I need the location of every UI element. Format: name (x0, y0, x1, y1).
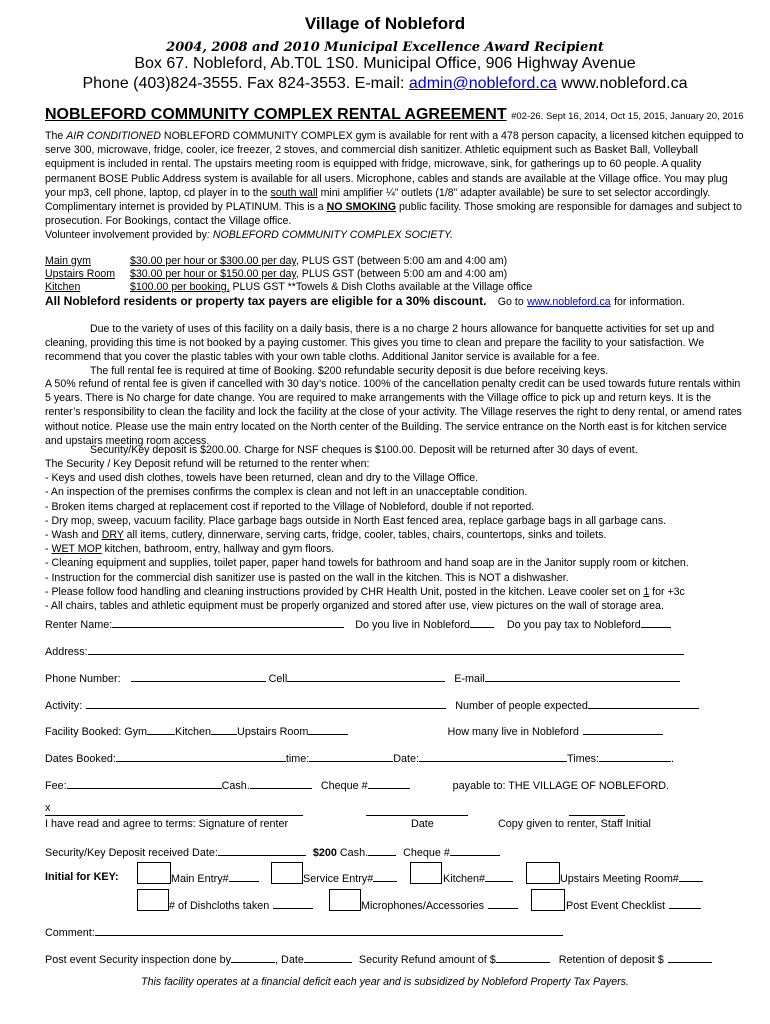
facility-row: Facility Booked: Gym Kitchen Upstairs Room How many live in Nobleford (45, 724, 663, 738)
website-text: www.nobleford.ca (561, 75, 688, 92)
dates-row: Dates Booked: time: Date: Times: . (45, 753, 675, 765)
agreement-title: NOBLEFORD COMMUNITY COMPLEX RENTAL AGREEMENT (45, 106, 507, 123)
post-event-label: Post Event Checklist (566, 898, 701, 912)
date-field[interactable] (419, 751, 567, 762)
kitchen-key-label: Kitchen# (443, 871, 513, 885)
list-item: - Dry mop, sweep, vacuum facility. Place garbage bags outside in North East fenced area, replace garbage bags in all garbage cans. (45, 514, 667, 527)
email-link[interactable]: admin@nobleford.ca (408, 75, 557, 92)
activity-field[interactable] (86, 698, 446, 709)
rate-row: Kitchen $100.00 per booking, PLUS GST **Towels & Dish Cloths available at the Village office (45, 281, 533, 293)
renter-name-field[interactable] (112, 617, 344, 628)
address-row: Address: (45, 644, 684, 658)
signature-line[interactable] (45, 815, 303, 816)
gym-field[interactable] (147, 724, 175, 735)
refund-paragraph: A 50% refund of rental fee is given if cancelled with 30 day’s notice. 100% of the cancellation penalty credit can be used towards future rentals within 5 years. There is No charge for date change. You are required to make arrangements with the Village office to pick up and return keys. It is the renter’s responsibility to clean the facility and lock the facility at the close of your activity. The Village reserves the right to deny rental, or amend rates without notice. Please use the main entry located on the North center of the Building. The service entrance on the North east is for kitchen service and upstairs meeting room access. (45, 378, 742, 447)
email-field[interactable] (485, 671, 680, 682)
fee-row: Fee: Cash. Cheque # payable to: THE VILLAGE OF NOBLEFORD. (45, 780, 670, 792)
deposit-date-field[interactable] (218, 845, 306, 856)
main-entry-label: Main Entry# (171, 871, 259, 885)
upstairs-key-box[interactable] (526, 862, 560, 884)
list-item: - Cleaning equipment and supplies, toilet paper, paper hand towels for bathroom and hand soap are in the Janitor supply room or kitchen. (45, 557, 689, 570)
signature-date-label: Date (411, 818, 434, 830)
live-in-field[interactable] (470, 617, 494, 628)
retention-field[interactable] (668, 952, 712, 963)
kitchen-key-box[interactable] (410, 862, 442, 884)
comment-row: Comment: (45, 925, 563, 939)
inspection-date-field[interactable] (304, 952, 352, 963)
activity-row: Activity: Number of people expected (45, 698, 699, 712)
kitchen-key-field[interactable] (485, 871, 513, 882)
award-subtitle: 2004, 2008 and 2010 Municipal Excellence Award Recipient (166, 40, 604, 55)
cell-field[interactable] (287, 671, 445, 682)
service-entry-field[interactable] (373, 871, 397, 882)
village-title: Village of Nobleford (304, 14, 466, 33)
renter-name-row: Renter Name: Do you live in Nobleford Do you pay tax to Nobleford (45, 617, 671, 631)
list-item: - WET MOP kitchen, bathroom, entry, hallway and gym floors. (45, 543, 335, 556)
dates-booked-field[interactable] (116, 751, 286, 762)
post-event-box[interactable] (531, 889, 565, 911)
copy-label: Copy given to renter, Staff Initial (498, 818, 651, 830)
deposit-cash-field[interactable] (368, 845, 396, 856)
dishcloths-label: # of Dishcloths taken (169, 898, 313, 912)
discount-line: All Nobleford residents or property tax payers are eligible for a 30% discount. Go to www.nobleford.ca for information. (45, 294, 685, 308)
cash-field[interactable] (250, 778, 312, 789)
agreement-title-row (45, 106, 744, 124)
refund-amount-field[interactable] (496, 952, 550, 963)
list-item: - Please follow food handling and cleaning instructions provided by CHR Health Unit, posted in the kitchen. Leave cooler set on 1 for +3c (45, 585, 685, 598)
how-many-field[interactable] (583, 724, 663, 735)
allowance-paragraph: Due to the variety of uses of this facility on a daily basis, there is a no charge 2 hours allowance for banquette activities for set up and cleaning, providing this time is not booked by a paying customer. This gives you time to clean and prepare the facility to your satisfaction. We recommend that you cover the plastic tables with your own table cloths. Additional Janitor service is available for a fee. (45, 323, 715, 364)
list-item: - Broken items charged at replacement cost if reported to the Village of Nobleford, double if not reported. (45, 500, 535, 513)
staff-initial-line[interactable] (569, 815, 625, 816)
signature-date-line[interactable] (366, 815, 468, 816)
list-item: - An inspection of the premises confirms the complex is clean and not left in an unacceptable condition. (45, 486, 528, 499)
rate-row: Main gym $30.00 per hour or $300.00 per day, PLUS GST (between 5:00 am and 4:00 am) (45, 255, 508, 267)
footer-note: This facility operates at a financial deficit each year and is subsidized by Nobleford Property Tax Payers. (141, 976, 629, 988)
post-event-field[interactable] (669, 898, 701, 909)
initial-key-label: Initial for KEY: (45, 871, 119, 883)
comment-field[interactable] (95, 925, 563, 936)
rates-table (45, 255, 532, 294)
upstairs-key-label: Upstairs Meeting Room# (560, 871, 703, 885)
list-item: - Wash and DRY all items, cutlery, dinnerware, serving carts, fridge, cooler, tables, chairs, countertops, sinks and toilets. (45, 529, 607, 542)
microphones-label: Microphones/Accessories (361, 898, 518, 912)
deposit-paragraph: Security/Key deposit is $200.00. Charge for NSF cheques is $100.00. Deposit will be returned after 30 days of event. (90, 444, 638, 456)
upstairs-key-field[interactable] (679, 871, 703, 882)
service-entry-label: Service Entry# (303, 871, 397, 885)
cheque-field[interactable] (368, 778, 410, 789)
service-entry-box[interactable] (271, 862, 303, 884)
website-link[interactable]: www.nobleford.ca (527, 296, 611, 308)
intro-paragraph: The AIR CONDITIONED NOBLEFORD COMMUNITY COMPLEX gym is available for rent with a 478 person capacity, a licensed kitchen equipped to serve 300, microwave, fridge, cooler, ice freezer, 2 stoves, and commercial dish sanitizer. Athletic equipment such as Basket Ball, Volleyball equipment is included in rental. The upstairs meeting room is equipped with fridge, microwave, sink, for gatherings up to 60 people. A quality permanent BOSE Public Address system is available for all users. Microphone, cables and stands are available at the Village office. You may plug your mp3, cell phone, laptop, cd player in to the south wall mini amplifier ¼” outlets (1/8” adapter available) be sure to set selector accordingly. Complimentary internet is provided by PLATINUM. This is a NO SMOKING public facility. Those smoking are responsible for damages and subject to prosecution. For Bookings, contact the Village office. Volunteer involvement provided by: NOBLEFORD COMMUNITY COMPLEX SOCIETY. (45, 130, 744, 242)
pay-tax-field[interactable] (641, 617, 671, 628)
dishcloths-field[interactable] (273, 898, 313, 909)
deposit-received-row: Security/Key Deposit received Date: $200 Cash. Cheque # (45, 845, 500, 859)
rate-row: Upstairs Room $30.00 per hour or $150.00 per day, PLUS GST (between 5:00 am and 4:00 am) (45, 268, 508, 280)
list-item: - Instruction for the commercial dish sanitizer use is pasted on the wall in the kitchen. This is NOT a dishwasher. (45, 571, 569, 584)
signature-x: x (45, 802, 51, 814)
phone-fax: Phone (403)824-3555. Fax 824-3553. E-mail: (82, 75, 405, 92)
fee-paragraph: The full rental fee is required at time of Booking. $200 refundable security deposit is due before receiving keys. (90, 365, 609, 377)
main-entry-box[interactable] (137, 862, 171, 884)
refund-conditions: The Security / Key Deposit refund will be returned to the renter when: - Keys and used dish clothes, towels have been returned, clean and dry to the Village Office. - An inspection of the premises confirms the complex is clean and not left in an unacceptable condition. - Broken items charged at replacement cost if reported to the Village of Nobleford, double if not reported. - Dry mop, sweep, vacuum facility. Place garbage bags outside in North East fenced area, replace garbage bags in all garbage cans. - Wash and DRY all items, cutlery, dinnerware, serving carts, fridge, cooler, tables, chairs, countertops, sinks and toilets. - WET MOP kitchen, bathroom, entry, hallway and gym floors. - Cleaning equipment and supplies, toilet paper, paper hand towels for bathroom and hand soap are in the Janitor supply room or kitchen. - Instruction for the commercial dish sanitizer use is pasted on the wall in the kitchen. This is NOT a dishwasher. - Please follow food handling and cleaning instructions provided by CHR Health Unit, posted in the kitchen. Leave cooler set on 1 for +3c - All chairs, tables and athletic equipment must be properly organized and stored after use, view pictures on the wall of storage area. (45, 457, 745, 613)
agreement-dates: #02-26. Sept 16, 2014, Oct 15, 2015, January 20, 2016 (511, 111, 744, 122)
agree-label: I have read and agree to terms: Signature of renter (45, 818, 289, 830)
inspection-row: Post event Security inspection done by , Date Security Refund amount of $ Retention of deposit $ (45, 952, 712, 966)
contact-line (0, 75, 770, 93)
phone-field[interactable] (131, 671, 266, 682)
num-people-field[interactable] (588, 698, 699, 709)
dishcloths-box[interactable] (137, 889, 169, 911)
address-field[interactable] (88, 644, 684, 655)
times-field[interactable] (599, 751, 671, 762)
upstairs-field[interactable] (308, 724, 348, 735)
microphones-field[interactable] (488, 898, 518, 909)
inspection-by-field[interactable] (231, 952, 275, 963)
microphones-box[interactable] (329, 889, 361, 911)
deposit-cheque-field[interactable] (450, 845, 500, 856)
phone-row: Phone Number: Cell E-mail (45, 671, 680, 685)
fee-field[interactable] (67, 778, 222, 789)
list-item: - Keys and used dish clothes, towels have been returned, clean and dry to the Village Office. (45, 472, 479, 485)
office-address: Box 67. Nobleford, Ab.T0L 1S0. Municipal Office, 906 Highway Avenue (134, 55, 636, 72)
list-item: - All chairs, tables and athletic equipment must be properly organized and stored after use, view pictures on the wall of storage area. (45, 600, 664, 613)
main-entry-field[interactable] (229, 871, 259, 882)
time-field[interactable] (309, 751, 393, 762)
kitchen-field[interactable] (211, 724, 237, 735)
